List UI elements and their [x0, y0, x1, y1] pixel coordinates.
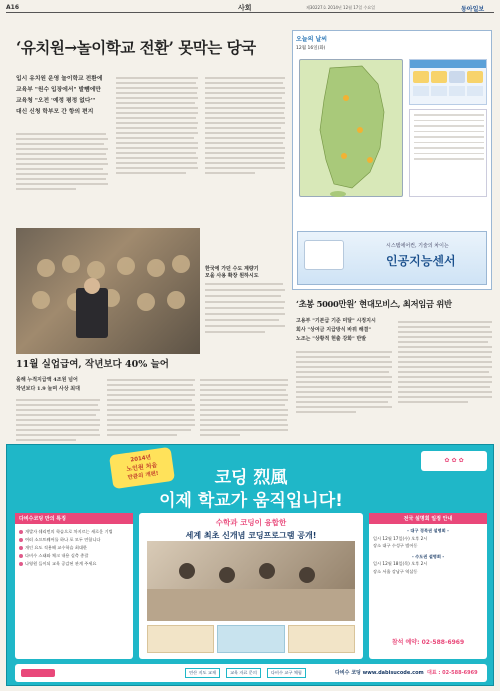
ad-thumb-3 — [288, 625, 355, 653]
ad-feature-3: 개인 요도 적용해 교수학습 최대한 — [19, 544, 129, 552]
brand-name: 동아일보 — [461, 6, 485, 13]
ad-headline-1: 코딩 烈風 — [214, 468, 288, 488]
story3-sub-2: 회사 "상여금 지급방식 바꿔 해결" — [296, 327, 371, 333]
story2-subheads — [16, 376, 106, 394]
ad-badge-top: 2014년 — [130, 454, 152, 464]
lead-sub-4: 대신 신청 학부모 간 항의 편지 — [16, 109, 94, 115]
korea-map — [299, 59, 403, 197]
classroom-photo — [147, 541, 355, 621]
ad-schedule-title: 전국 설명회 일정 안내 — [369, 513, 487, 524]
story3-headline: ‘초봉 5000만원’ 현대모비스, 최저임금 위반 — [296, 299, 452, 309]
story2-body-col-1 — [16, 396, 100, 444]
ad-schedule-panel — [369, 513, 487, 659]
ad-thumb-2 — [217, 625, 284, 653]
ad-feature-4: 다비수 스태와 체크 내용 실측 총괄 — [19, 552, 129, 560]
weather-box — [292, 30, 492, 290]
story3-sub-3: 노조는 "상황적 현출 강화" 반발 — [296, 336, 367, 342]
ad-schedule-line-3: 일시 12월 18일(목) 오후 2시 — [373, 561, 428, 566]
lead-body-col-1 — [16, 130, 108, 225]
page-number: A16 — [6, 4, 19, 11]
aircon-unit-image — [304, 240, 344, 270]
ad-schedule-line-2: 장소 대구 수성구 범어동 — [373, 543, 418, 548]
footer-logo-mark — [21, 669, 55, 677]
story2-headline: 11월 실업급여, 작년보다 40% 늘어 — [16, 359, 169, 370]
ad-sub-1: 수학과 코딩이 융합한 — [215, 518, 287, 527]
weather-city-table — [409, 109, 487, 197]
ad-headline-2: 이제 학교가 움직입니다! — [159, 491, 343, 511]
lead-sub-3: 교육청 "오전 '예정 평정 없다'" — [16, 98, 96, 104]
dabisu-logo: ✿ ✿ ✿ — [421, 451, 487, 471]
story2-sub-1: 올해 누적지급액 4조원 넘어 — [16, 377, 78, 383]
ad-feature-1: 개발자 쉐리먼의 학습으로 차지르는 새로운 기법 — [19, 528, 129, 536]
ad-footer-box-3[interactable]: 다비수 교구 체험 — [267, 668, 306, 678]
aircon-ad — [297, 231, 487, 285]
ad-footer — [15, 664, 487, 682]
section-title: 사회 — [238, 4, 252, 12]
aircon-ad-title: 인공지능센서 — [386, 254, 456, 268]
ad-feature-5: 나영원 들이되 교육 공감된 관계 주세요 — [19, 560, 129, 568]
water-meter-photo — [16, 228, 200, 354]
korea-map-shape — [300, 60, 404, 198]
masthead — [6, 4, 494, 13]
story3-body-col-2 — [398, 318, 492, 406]
ad-sub-2: 세계 최초 신개념 코딩프로그램 공개! — [185, 531, 317, 540]
classroom-illustration — [147, 541, 355, 621]
ad-footer-boxes — [185, 668, 306, 678]
story3-subheads — [296, 317, 396, 344]
weather-date: 12월 16일(화) — [296, 46, 326, 51]
lead-body-col-2 — [116, 74, 198, 224]
story2-body-col-3 — [200, 376, 288, 439]
ad-feature-title: 다비수코딩 만의 특징 — [15, 513, 133, 524]
photo-caption-title: 한국에 가던 수도 계량기 — [205, 266, 259, 272]
lead-body-col-3 — [205, 74, 285, 224]
ad-footer-box-1[interactable]: 연산 지도 교재 — [185, 668, 220, 678]
ad-schedule-line-1: 일시 12월 17일(수) 오후 2시 — [373, 535, 428, 541]
ad-feature-panel — [15, 513, 133, 659]
ad-center-panel — [139, 513, 363, 659]
ad-schedule-sub-2: - 수도권 설명회 - — [411, 553, 445, 559]
coding-ad — [6, 444, 494, 686]
ad-phone[interactable]: 참석 예약: 02-588-6969 — [391, 639, 465, 646]
story2-sub-2: 작년보다 1.9 늘며 사상 최대 — [16, 386, 80, 392]
ad-thumb-1 — [147, 625, 214, 653]
story3-sub-1: 고용부 "기본급 기준 미달" 시정지시 — [296, 318, 376, 324]
aircon-ad-sub: 시스템에어컨, 기술의 차이는 — [386, 243, 449, 249]
photo-caption — [205, 265, 285, 337]
story2-body-col-2 — [107, 376, 195, 439]
date-line: 제30227호 2014년 12월 17일 수요일 — [306, 5, 376, 10]
photo-illustration — [16, 228, 200, 354]
weather-forecast-grid — [409, 59, 487, 105]
ad-footer-box-2[interactable]: 교육 자료 문의 — [226, 668, 261, 678]
photo-caption-sub: 모을 사용 확장 원하시도 — [205, 273, 259, 279]
ad-schedule-line-4: 장소 서울 강남구 역삼동 — [373, 568, 418, 574]
ad-footer-url[interactable]: 다비수 코딩 www.dabisucode.com — [335, 670, 424, 676]
lead-subheads — [16, 74, 108, 118]
lead-sub-1: 입시 유치원 운영 놀이학교 전환에 — [16, 76, 103, 82]
weather-title: 오늘의 날씨 — [296, 36, 328, 43]
story3-body-col-1 — [296, 348, 392, 416]
ad-footer-phone[interactable]: 대표 : 02-588-6969 — [427, 670, 478, 676]
lead-headline: ‘유치원→놀이학교 전환’ 못막는 당국 — [16, 38, 256, 57]
lead-sub-2: 교육부 "원수 입장에서" 발뺌에만 — [16, 87, 101, 93]
ad-badge-bot: 만큼의 개편! — [127, 470, 159, 482]
ad-feature-2: 여러 소프트웨어를 하나 포 모두 연합니다 — [19, 536, 129, 544]
ad-schedule-sub-1: - 대구 경북권 설명회 - — [407, 528, 449, 533]
ad-badge-mid: 노인원 처음 — [126, 461, 158, 474]
